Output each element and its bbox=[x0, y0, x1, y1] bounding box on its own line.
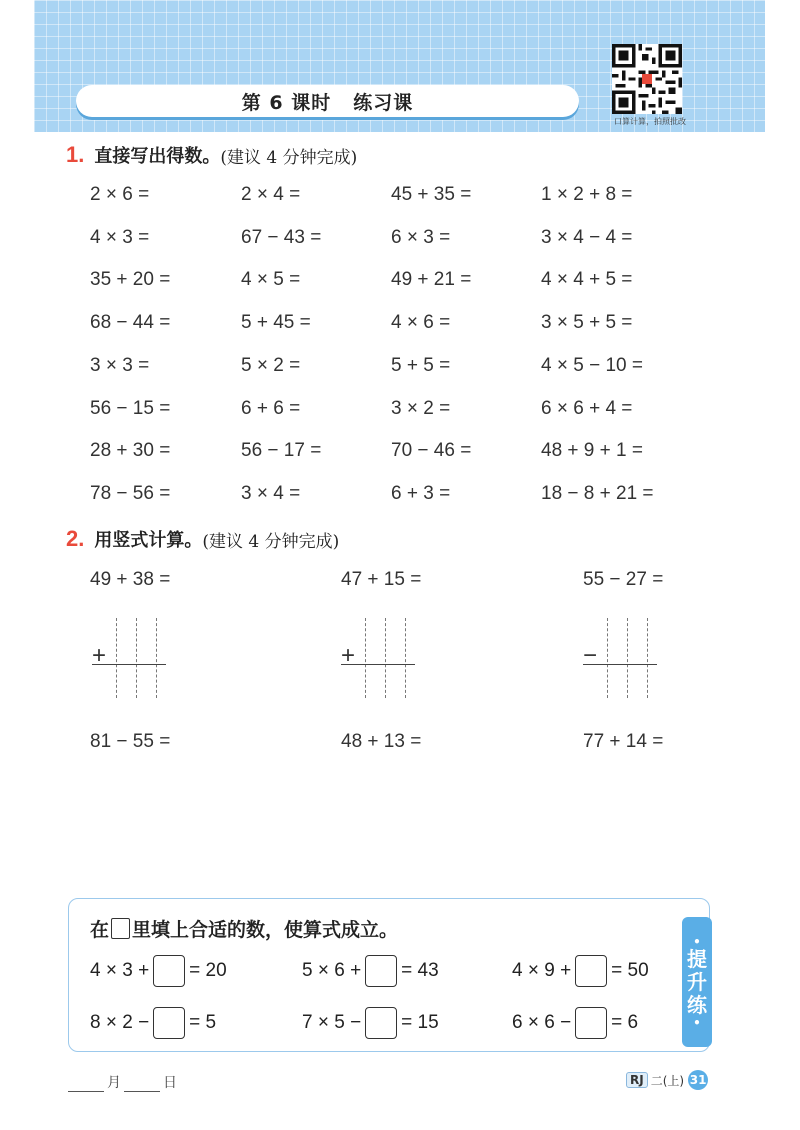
vertical-problem-6: 77 + 14 = bbox=[583, 731, 664, 752]
fill-item-5 bbox=[302, 1007, 439, 1039]
mental-math-problem: 6 + 6 = bbox=[241, 397, 301, 419]
mental-math-problem: 4 × 6 = bbox=[391, 312, 451, 334]
qr-code-icon[interactable] bbox=[612, 44, 682, 114]
mental-math-problem: 49 + 21 = bbox=[391, 269, 472, 291]
answer-box[interactable] bbox=[365, 1007, 397, 1039]
fill-item-expression: 5 × 6 + bbox=[302, 960, 362, 981]
vertical-calc-frame-3[interactable] bbox=[583, 618, 663, 703]
date-field bbox=[65, 1072, 177, 1092]
mental-math-problem: 1 × 2 + 8 = bbox=[541, 184, 633, 205]
challenge-title bbox=[90, 915, 398, 942]
answer-box[interactable] bbox=[153, 1007, 185, 1039]
mental-math-problem: 78 − 56 = bbox=[90, 482, 171, 504]
section1-title bbox=[66, 142, 357, 168]
fill-item-expression: 7 × 5 − bbox=[302, 1012, 362, 1033]
vertical-problem-5: 48 + 13 = bbox=[341, 731, 422, 752]
mental-math-problem: 5 + 45 = bbox=[241, 312, 311, 334]
vertical-calc-frame-2[interactable] bbox=[341, 618, 421, 703]
mental-math-problem: 70 − 46 = bbox=[391, 440, 472, 462]
fill-item-expression: 6 × 6 − bbox=[512, 1012, 572, 1033]
section2-heading: 用竖式计算。 bbox=[94, 530, 203, 551]
mental-math-problem: 3 × 2 = bbox=[391, 397, 451, 419]
section1-note: (建议 4 分钟完成) bbox=[220, 147, 358, 168]
mental-math-problem: 3 × 4 = bbox=[241, 482, 301, 504]
fill-item-result: = 15 bbox=[401, 1012, 439, 1033]
mental-math-problem: 6 × 6 + 4 = bbox=[541, 397, 633, 419]
fill-item-4 bbox=[90, 1007, 216, 1039]
vertical-problem-1: 49 + 38 = bbox=[90, 569, 171, 590]
vertical-operator: − bbox=[583, 642, 598, 669]
vertical-problem-2: 47 + 15 = bbox=[341, 569, 422, 590]
edition-tag: RJ bbox=[626, 1072, 648, 1088]
mental-math-problem: 18 − 8 + 21 = bbox=[541, 482, 654, 504]
vertical-problem-3: 55 − 27 = bbox=[583, 569, 664, 590]
mental-math-problem: 35 + 20 = bbox=[90, 269, 171, 291]
square-symbol-icon bbox=[111, 918, 130, 939]
fill-item-expression: 4 × 3 + bbox=[90, 960, 150, 981]
mental-math-problem: 6 × 3 = bbox=[391, 226, 451, 248]
mental-math-problem: 3 × 4 − 4 = bbox=[541, 226, 633, 248]
side-tab-char: 提 bbox=[687, 946, 707, 971]
fill-item-1 bbox=[90, 955, 227, 987]
mental-math-problem: 2 × 6 = bbox=[90, 184, 150, 205]
side-tab-char: 练 bbox=[687, 992, 707, 1017]
day-label: 日 bbox=[163, 1075, 177, 1091]
lesson-number: 第 6 课时 bbox=[241, 91, 332, 114]
mental-math-problem: 5 + 5 = bbox=[391, 354, 451, 376]
section1-heading: 直接写出得数。 bbox=[94, 146, 221, 167]
fill-item-6 bbox=[512, 1007, 638, 1039]
fill-item-result: = 50 bbox=[611, 960, 649, 981]
side-tab: • 提 升 练 • bbox=[682, 917, 712, 1047]
fill-item-result: = 6 bbox=[611, 1012, 639, 1033]
mental-math-problem: 48 + 9 + 1 = bbox=[541, 440, 643, 462]
section1-number: 1. bbox=[66, 142, 85, 167]
footer-edition bbox=[626, 1070, 708, 1090]
challenge-title-after: 里填上合适的数，使算式成立。 bbox=[132, 919, 399, 941]
answer-box[interactable] bbox=[153, 955, 185, 987]
mental-math-problem: 4 × 5 = bbox=[241, 269, 301, 291]
mental-math-problem: 3 × 5 + 5 = bbox=[541, 312, 633, 334]
page-number: 31 bbox=[688, 1070, 708, 1090]
edition-label: 二(上) bbox=[650, 1073, 685, 1088]
month-blank[interactable] bbox=[68, 1091, 104, 1092]
mental-math-problem: 3 × 3 = bbox=[90, 354, 150, 376]
fill-item-result: = 5 bbox=[189, 1012, 217, 1033]
mental-math-problem: 67 − 43 = bbox=[241, 226, 322, 248]
fill-item-expression: 4 × 9 + bbox=[512, 960, 572, 981]
fill-item-3 bbox=[512, 955, 649, 987]
vertical-calc-frame-1[interactable] bbox=[92, 618, 172, 703]
mental-math-problem: 5 × 2 = bbox=[241, 354, 301, 376]
vertical-operator: + bbox=[92, 642, 107, 669]
mental-math-problem: 4 × 5 − 10 = bbox=[541, 354, 643, 376]
vertical-problem-4: 81 − 55 = bbox=[90, 731, 171, 752]
mental-math-problem: 45 + 35 = bbox=[391, 184, 472, 205]
month-label: 月 bbox=[107, 1075, 121, 1091]
fill-item-result: = 20 bbox=[189, 960, 227, 981]
fill-item-result: = 43 bbox=[401, 960, 439, 981]
page-title bbox=[76, 85, 579, 117]
day-blank[interactable] bbox=[124, 1091, 160, 1092]
fill-item-2 bbox=[302, 955, 439, 987]
answer-box[interactable] bbox=[575, 1007, 607, 1039]
vertical-operator: + bbox=[341, 642, 356, 669]
section2-number: 2. bbox=[66, 526, 85, 551]
section2-note: (建议 4 分钟完成) bbox=[202, 531, 340, 552]
mental-math-problem: 68 − 44 = bbox=[90, 312, 171, 334]
mental-math-problem: 4 × 4 + 5 = bbox=[541, 269, 633, 291]
mental-math-problem: 56 − 15 = bbox=[90, 397, 171, 419]
challenge-title-before: 在 bbox=[90, 919, 110, 941]
lesson-name: 练习课 bbox=[353, 91, 414, 114]
mental-math-problem: 28 + 30 = bbox=[90, 440, 171, 462]
section2-title bbox=[66, 526, 339, 552]
mental-math-problem: 4 × 3 = bbox=[90, 226, 150, 248]
fill-item-expression: 8 × 2 − bbox=[90, 1012, 150, 1033]
mental-math-problem: 56 − 17 = bbox=[241, 440, 322, 462]
answer-box[interactable] bbox=[575, 955, 607, 987]
answer-box[interactable] bbox=[365, 955, 397, 987]
mental-math-problem: 2 × 4 = bbox=[241, 184, 301, 205]
side-tab-char: 升 bbox=[687, 969, 707, 994]
qr-caption: 口算计算，拍照批改 bbox=[614, 117, 686, 126]
mental-math-problem: 6 + 3 = bbox=[391, 482, 451, 504]
